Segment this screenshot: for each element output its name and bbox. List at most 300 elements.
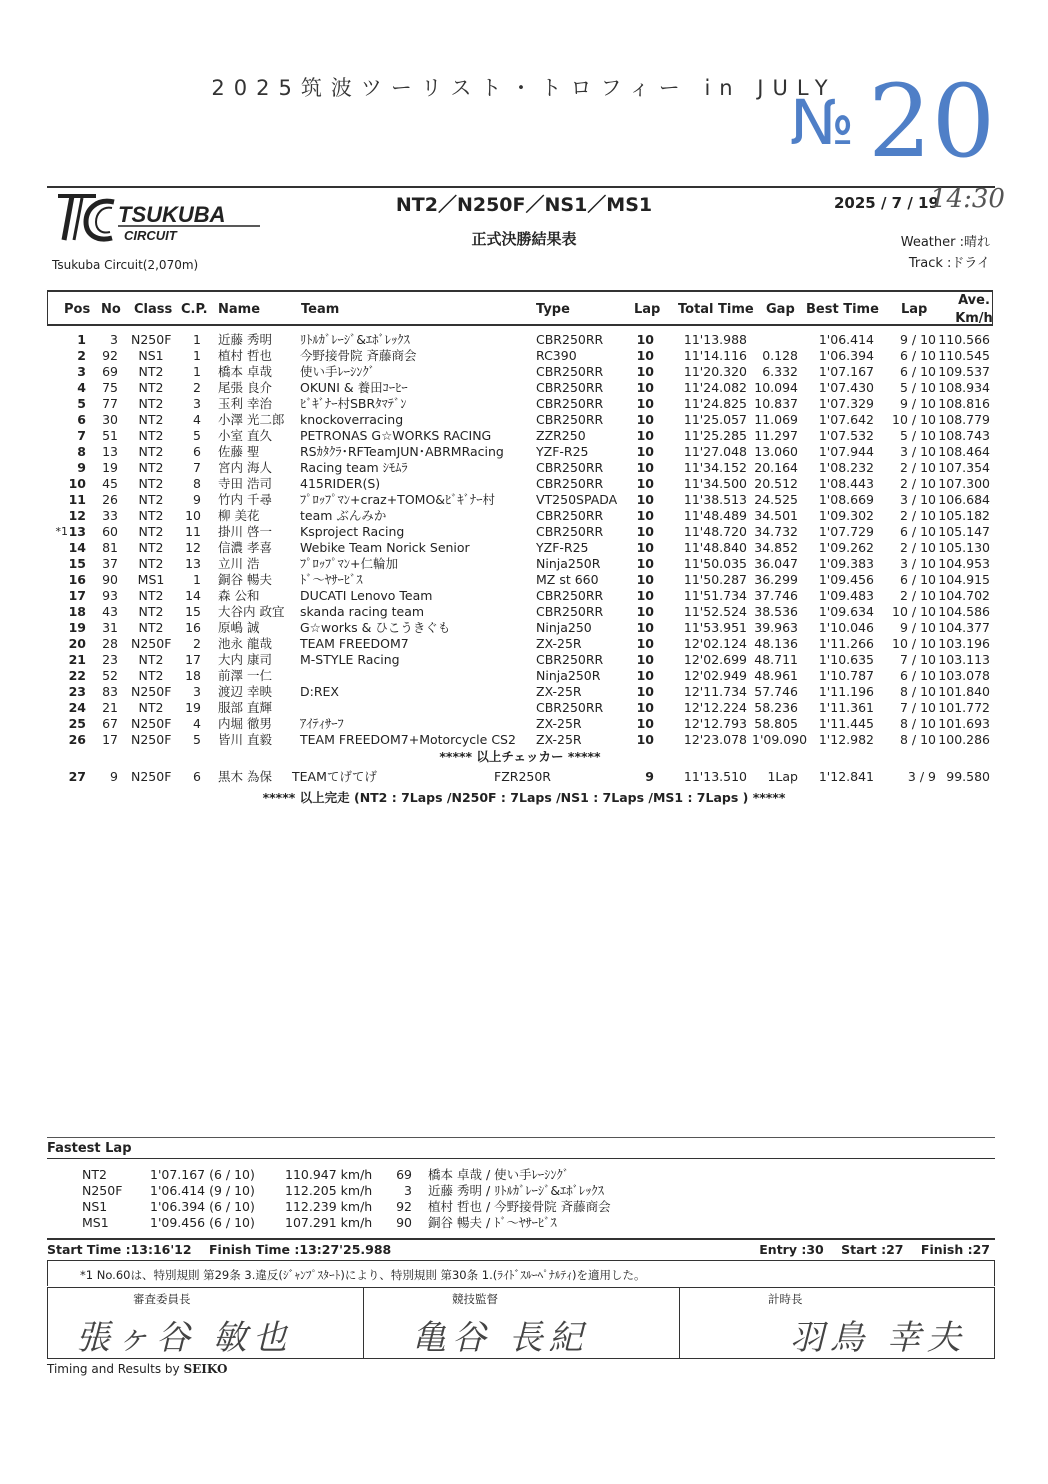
- row-best-time: 1'07.167: [818, 364, 874, 379]
- row-pos: 7: [77, 428, 86, 443]
- row-gap: 48.961: [754, 668, 798, 683]
- row-ave-speed: 108.934: [938, 380, 990, 395]
- row-total-time: 12'02.699: [683, 652, 747, 667]
- row-name: 渡辺 幸映: [218, 684, 272, 699]
- row-lap: 10: [636, 492, 654, 507]
- handwritten-signature: 張ヶ谷 敏也: [76, 1318, 293, 1358]
- entry-stats: [759, 1242, 990, 1257]
- row-ave-speed: 101.772: [938, 700, 990, 715]
- weather: Weather :晴れ: [900, 235, 990, 250]
- row-pos: 6: [77, 412, 86, 427]
- row-total-time: 11'34.500: [683, 476, 747, 491]
- row-no: 83: [102, 684, 118, 699]
- row-cp: 3: [193, 396, 201, 411]
- fastest-lap-title: Fastest Lap: [47, 1141, 132, 1156]
- table-row: [0, 492, 1048, 508]
- row-team: TEAM FREEDOM7: [300, 636, 409, 651]
- row-lap: 10: [636, 572, 654, 587]
- stamp-number: 20: [868, 63, 996, 180]
- row-class: N250F: [131, 684, 172, 699]
- row-team: D:REX: [300, 684, 339, 699]
- header-pos: Pos: [64, 302, 91, 317]
- row-type: CBR250RR: [536, 700, 604, 715]
- row-team: 今野接骨院 斉藤商会: [300, 348, 417, 363]
- row-lap: 10: [636, 364, 654, 379]
- row-name: 竹内 千尋: [218, 492, 272, 507]
- fl-rider: 近藤 秀明 / ﾘﾄﾙｶﾞﾚｰｼﾞ&ｴﾎﾞﾚｯｸｽ: [428, 1183, 604, 1198]
- row-team: ﾋﾞｷﾞﾅｰ村SBRﾀﾏﾃﾞﾝ: [300, 396, 407, 411]
- row-pos: 14: [68, 540, 86, 555]
- row-pos: 23: [68, 684, 86, 699]
- signature-label: 競技監督: [452, 1292, 498, 1306]
- row-total-time: 11'51.734: [683, 588, 747, 603]
- row-cp: 8: [193, 476, 201, 491]
- row-team: 使い手ﾚｰｼﾝｸﾞ: [300, 364, 376, 379]
- fl-no: 69: [396, 1167, 412, 1182]
- row-best-time: 1'07.430: [818, 380, 874, 395]
- table-row: [0, 332, 1048, 348]
- row-cp: 19: [185, 700, 201, 715]
- header-ave-unit: Km/h: [955, 311, 993, 326]
- row-lap: 10: [636, 700, 654, 715]
- start-count: Start :27: [841, 1242, 904, 1257]
- circuit-name: Tsukuba Circuit(2,070m): [52, 258, 199, 272]
- row-type: RC390: [536, 348, 577, 363]
- header-team: Team: [301, 302, 340, 317]
- row-lap: 10: [636, 508, 654, 523]
- table-row: [0, 348, 1048, 364]
- row-name: 皆川 直毅: [218, 732, 272, 747]
- row-team: Racing team ｼﾓﾑﾗ: [300, 460, 408, 475]
- row-type: CBR250RR: [536, 524, 604, 539]
- row-ave-speed: 105.182: [938, 508, 990, 523]
- row-lap: 10: [636, 428, 654, 443]
- row-class: N250F: [131, 636, 172, 651]
- row-ave-speed: 105.130: [938, 540, 990, 555]
- row-no: 23: [102, 652, 118, 667]
- row-lap: 10: [636, 716, 654, 731]
- row-pos: 10: [68, 476, 86, 491]
- row-class: NT2: [138, 700, 164, 715]
- row-cp: 11: [185, 524, 201, 539]
- row-total-time: 11'48.840: [683, 540, 747, 555]
- row-pos: 9: [77, 460, 86, 475]
- row-lap: 10: [636, 556, 654, 571]
- row-cp: 15: [185, 604, 201, 619]
- track-condition: Track :ドライ: [908, 256, 990, 271]
- row-no: 19: [102, 460, 118, 475]
- row-best-lap: 7 / 10: [899, 700, 936, 715]
- row-ave-speed: 108.816: [938, 396, 990, 411]
- row-name: 小室 直久: [218, 428, 272, 443]
- row-team: PETRONAS G☆WORKS RACING: [300, 428, 492, 443]
- row-cp: 1: [193, 572, 201, 587]
- table-row: [0, 412, 1048, 428]
- row-best-time: 1'12.982: [818, 732, 874, 747]
- row-best-lap: 8 / 10: [899, 684, 936, 699]
- row-ave-speed: 104.702: [938, 588, 990, 603]
- table-row: [0, 716, 1048, 732]
- signature-steward: [48, 1288, 364, 1358]
- row-no: 67: [102, 716, 118, 731]
- row-total-time: 11'13.988: [683, 332, 747, 347]
- table-row: [0, 572, 1048, 588]
- row-team: TEAM FREEDOM7+Motorcycle CS2: [300, 732, 516, 747]
- row-class: NT2: [138, 460, 164, 475]
- header-lap: Lap: [634, 302, 661, 317]
- row-ave-speed: 106.684: [938, 492, 990, 507]
- row-name: 近藤 秀明: [218, 332, 272, 347]
- row-best-lap: 7 / 10: [899, 652, 936, 667]
- row-type: Ninja250R: [536, 668, 601, 683]
- row-pos: 8: [77, 444, 86, 459]
- fl-no: 90: [396, 1215, 412, 1230]
- row-no: 33: [102, 508, 118, 523]
- row-team: skanda racing team: [300, 604, 425, 619]
- row-type: CBR250RR: [536, 604, 604, 619]
- table-row: [0, 428, 1048, 444]
- fastest-lap-row: [0, 1199, 1048, 1215]
- row-total-time: 12'12.224: [683, 700, 747, 715]
- row-ave-speed: 103.113: [938, 652, 990, 667]
- row-cp: 6: [193, 769, 201, 784]
- row-gap: 20.512: [754, 476, 798, 491]
- row-pos: 2: [77, 348, 86, 363]
- fl-rider: 銅谷 暢夫 / ﾄﾞ～ﾔｻｰﾋﾞｽ: [428, 1215, 557, 1230]
- row-name: 佐藤 聖: [218, 444, 260, 459]
- row-gap: 57.746: [754, 684, 798, 699]
- row-type: Ninja250: [536, 620, 592, 635]
- row-total-time: 11'38.513: [683, 492, 747, 507]
- row-gap: 20.164: [754, 460, 798, 475]
- row-total-time: 12'02.949: [683, 668, 747, 683]
- row-team: ﾌﾟﾛｯﾌﾟﾏﾝ+仁輪加: [300, 556, 398, 571]
- row-no: 17: [102, 732, 118, 747]
- results-table-header: [47, 290, 993, 326]
- row-name: 服部 直輝: [218, 700, 272, 715]
- row-class: NT2: [138, 380, 164, 395]
- row-total-time: 11'34.152: [683, 460, 747, 475]
- row-no: 45: [102, 476, 118, 491]
- fl-rider: 橋本 卓哉 / 使い手ﾚｰｼﾝｸﾞ: [428, 1167, 570, 1182]
- header-gap: Gap: [766, 302, 795, 317]
- table-row-classified-27: [0, 769, 1048, 785]
- race-date: 2025 / 7 / 19: [834, 194, 939, 212]
- header-ave: Ave.: [958, 293, 990, 308]
- row-best-lap: 2 / 10: [899, 588, 936, 603]
- row-total-time: 11'25.285: [683, 428, 747, 443]
- header-best-lap: Lap: [901, 302, 928, 317]
- row-best-time: 1'07.729: [818, 524, 874, 539]
- row-class: NT2: [138, 444, 164, 459]
- row-pos: 16: [68, 572, 86, 587]
- table-row: [0, 540, 1048, 556]
- row-class: NT2: [138, 668, 164, 683]
- row-best-lap: 6 / 10: [899, 572, 936, 587]
- row-class: N250F: [131, 732, 172, 747]
- row-best-time: 1'07.532: [818, 428, 874, 443]
- row-gap: 6.332: [762, 364, 798, 379]
- row-lap: 10: [636, 652, 654, 667]
- row-best-lap: 10 / 10: [892, 412, 936, 427]
- row-ave-speed: 104.915: [938, 572, 990, 587]
- row-type: MZ st 660: [536, 572, 599, 587]
- row-gap: 1'09.090: [752, 732, 808, 747]
- row-type: YZF-R25: [536, 540, 589, 555]
- table-row: [0, 364, 1048, 380]
- row-name: 大谷内 政宜: [218, 604, 285, 619]
- row-no: 21: [102, 700, 118, 715]
- row-lap: 9: [645, 769, 654, 784]
- row-name: 尾張 良介: [218, 380, 272, 395]
- stamp-no-symbol: №: [790, 86, 855, 159]
- row-note: *1: [55, 525, 68, 538]
- row-pos: 11: [68, 492, 86, 507]
- table-row: [0, 636, 1048, 652]
- fl-time: 1'09.456 (6 / 10): [150, 1215, 255, 1230]
- signature-label: 審査委員長: [133, 1292, 191, 1306]
- row-best-lap: 9 / 10: [899, 396, 936, 411]
- row-team: ﾄﾞ～ﾔｻｰﾋﾞｽ: [300, 572, 363, 587]
- row-no: 51: [102, 428, 118, 443]
- row-total-time: 12'23.078: [683, 732, 747, 747]
- checker-line: ***** 以上チェッカー *****: [439, 749, 601, 764]
- row-type: CBR250RR: [536, 412, 604, 427]
- table-row: [0, 396, 1048, 412]
- row-class: N250F: [131, 716, 172, 731]
- row-total-time: 11'14.116: [683, 348, 747, 363]
- row-type: VT250SPADA: [536, 492, 618, 507]
- row-best-lap: 3 / 10: [899, 492, 936, 507]
- row-class: NT2: [138, 476, 164, 491]
- row-best-time: 1'11.266: [818, 636, 874, 651]
- row-no: 77: [102, 396, 118, 411]
- table-row: [0, 556, 1048, 572]
- row-type: ZX-25R: [536, 716, 582, 731]
- row-name: 池永 龍哉: [218, 636, 272, 651]
- row-best-time: 1'08.669: [818, 492, 874, 507]
- fastest-lap-row: [0, 1167, 1048, 1183]
- row-name: 宮内 海人: [218, 460, 272, 475]
- row-best-lap: 2 / 10: [899, 540, 936, 555]
- row-best-lap: 5 / 10: [899, 380, 936, 395]
- row-best-lap: 6 / 10: [899, 668, 936, 683]
- row-best-time: 1'12.841: [818, 769, 874, 784]
- row-best-time: 1'11.196: [818, 684, 874, 699]
- row-ave-speed: 107.300: [938, 476, 990, 491]
- row-best-lap: 9 / 10: [899, 620, 936, 635]
- table-row: [0, 732, 1048, 748]
- fl-class: MS1: [82, 1215, 109, 1230]
- logo-sub: CIRCUIT: [124, 228, 177, 243]
- row-pos: 24: [68, 700, 86, 715]
- row-total-time: 11'52.524: [683, 604, 747, 619]
- row-lap: 10: [636, 732, 654, 747]
- row-name: 原嶋 誠: [218, 620, 260, 635]
- row-no: 92: [102, 348, 118, 363]
- row-gap: 48.711: [754, 652, 798, 667]
- row-no: 81: [102, 540, 118, 555]
- race-classes: NT2／N250F／NS1／MS1: [395, 194, 653, 216]
- fastest-lap-rule: [47, 1158, 995, 1159]
- row-ave-speed: 104.953: [938, 556, 990, 571]
- start-finish-times: [47, 1242, 391, 1257]
- fl-class: N250F: [82, 1183, 123, 1198]
- table-row: [0, 476, 1048, 492]
- row-name: 小澤 光二郎: [218, 412, 285, 427]
- row-cp: 1: [193, 348, 201, 363]
- row-name: 掛川 啓一: [218, 524, 272, 539]
- footer-prefix: Timing and Results by: [47, 1362, 180, 1376]
- document-subtitle: 正式決勝結果表: [471, 230, 577, 248]
- row-lap: 10: [636, 332, 654, 347]
- row-total-time: 11'25.057: [683, 412, 747, 427]
- row-no: 28: [102, 636, 118, 651]
- row-class: NT2: [138, 492, 164, 507]
- finish-time: Finish Time :13:27'25.988: [209, 1242, 392, 1257]
- row-class: NT2: [138, 620, 164, 635]
- row-ave-speed: 101.840: [938, 684, 990, 699]
- row-class: NS1: [138, 348, 164, 363]
- row-total-time: 11'48.720: [683, 524, 747, 539]
- row-no: 3: [110, 332, 118, 347]
- row-lap: 10: [636, 604, 654, 619]
- row-name: 橋本 卓哉: [218, 364, 272, 379]
- fl-rider: 植村 哲也 / 今野接骨院 斉藤商会: [428, 1199, 611, 1214]
- signature-label: 計時長: [768, 1292, 803, 1306]
- row-team: ﾌﾟﾛｯﾌﾟﾏﾝ+craz+TOMO&ﾋﾞｷﾞﾅｰ村: [300, 492, 496, 507]
- row-name: 柳 美花: [218, 508, 260, 523]
- row-team: ｱｲﾃｨｻｰﾌ: [300, 716, 344, 731]
- row-no: 37: [102, 556, 118, 571]
- row-best-time: 1'10.787: [818, 668, 874, 683]
- row-lap: 10: [636, 524, 654, 539]
- row-gap: 58.236: [754, 700, 798, 715]
- row-lap: 10: [636, 396, 654, 411]
- row-ave-speed: 104.377: [938, 620, 990, 635]
- row-cp: 10: [185, 508, 201, 523]
- row-cp: 18: [185, 668, 201, 683]
- row-ave-speed: 100.286: [938, 732, 990, 747]
- row-ave-speed: 109.537: [938, 364, 990, 379]
- row-total-time: 12'11.734: [683, 684, 747, 699]
- row-best-time: 1'06.394: [818, 348, 874, 363]
- table-row: [0, 460, 1048, 476]
- fastest-lap-top-rule: [47, 1137, 995, 1138]
- row-no: 75: [102, 380, 118, 395]
- row-type: ZX-25R: [536, 684, 582, 699]
- row-team: team ぶんみか: [300, 508, 387, 523]
- row-gap: 34.501: [754, 508, 798, 523]
- table-row: [0, 508, 1048, 524]
- entry-count: Entry :30: [759, 1242, 824, 1257]
- row-ave-speed: 99.580: [946, 769, 990, 784]
- fl-class: NS1: [82, 1199, 108, 1214]
- row-no: 60: [102, 524, 118, 539]
- row-pos: 15: [68, 556, 86, 571]
- row-lap: 10: [636, 348, 654, 363]
- row-ave-speed: 101.693: [938, 716, 990, 731]
- row-cp: 3: [193, 684, 201, 699]
- row-lap: 10: [636, 444, 654, 459]
- row-gap: 38.536: [754, 604, 798, 619]
- row-team: G☆works & ひこうきぐも: [300, 620, 451, 635]
- row-type: CBR250RR: [536, 364, 604, 379]
- row-name: 玉利 幸治: [218, 396, 272, 411]
- row-pos: 22: [68, 668, 86, 683]
- row-team: DUCATI Lenovo Team: [300, 588, 433, 603]
- fl-class: NT2: [82, 1167, 107, 1182]
- row-type: CBR250RR: [536, 460, 604, 475]
- row-ave-speed: 105.147: [938, 524, 990, 539]
- row-pos: 12: [68, 508, 86, 523]
- row-ave-speed: 108.743: [938, 428, 990, 443]
- row-best-time: 1'11.445: [818, 716, 874, 731]
- row-total-time: 11'50.287: [683, 572, 747, 587]
- row-no: 9: [110, 769, 118, 784]
- row-total-time: 11'13.510: [683, 769, 747, 784]
- row-cp: 14: [185, 588, 201, 603]
- row-best-time: 1'09.383: [818, 556, 874, 571]
- row-best-lap: 6 / 10: [899, 364, 936, 379]
- row-total-time: 11'50.035: [683, 556, 747, 571]
- row-pos: 26: [68, 732, 86, 747]
- row-gap: 34.732: [754, 524, 798, 539]
- row-class: MS1: [137, 572, 165, 587]
- row-type: FZR250R: [494, 769, 551, 784]
- row-lap: 10: [636, 412, 654, 427]
- table-row: [0, 380, 1048, 396]
- header-name: Name: [218, 302, 261, 317]
- row-class: NT2: [138, 652, 164, 667]
- signature-timekeeper: [680, 1288, 994, 1358]
- row-class: NT2: [138, 412, 164, 427]
- row-best-time: 1'08.443: [818, 476, 874, 491]
- row-lap: 10: [636, 380, 654, 395]
- row-cp: 5: [193, 732, 201, 747]
- row-type: Ninja250R: [536, 556, 601, 571]
- row-team: knockoverracing: [300, 412, 404, 427]
- row-best-lap: 2 / 10: [899, 460, 936, 475]
- row-class: NT2: [138, 588, 164, 603]
- row-lap: 10: [636, 620, 654, 635]
- fl-speed: 112.239 km/h: [285, 1199, 373, 1214]
- row-total-time: 11'20.320: [683, 364, 747, 379]
- row-best-lap: 2 / 10: [899, 508, 936, 523]
- row-gap: 48.136: [754, 636, 798, 651]
- row-pos: 20: [68, 636, 86, 651]
- footer: [47, 1362, 227, 1376]
- row-type: ZX-25R: [536, 636, 582, 651]
- table-row: [0, 668, 1048, 684]
- row-best-lap: 3 / 9: [907, 769, 936, 784]
- row-team: Ksproject Racing: [300, 524, 405, 539]
- start-time: Start Time :13:16'12: [47, 1242, 192, 1257]
- row-best-lap: 2 / 10: [899, 476, 936, 491]
- row-class: N250F: [131, 769, 172, 784]
- row-cp: 6: [193, 444, 201, 459]
- tsukuba-circuit-logo: [52, 192, 272, 244]
- row-ave-speed: 108.464: [938, 444, 990, 459]
- fl-no: 3: [404, 1183, 412, 1198]
- row-best-time: 1'08.232: [818, 460, 874, 475]
- fl-time: 1'06.394 (6 / 10): [150, 1199, 255, 1214]
- row-name: 前澤 一仁: [218, 668, 272, 683]
- fl-speed: 112.205 km/h: [285, 1183, 373, 1198]
- table-row: [0, 620, 1048, 636]
- row-no: 90: [102, 572, 118, 587]
- row-lap: 10: [636, 476, 654, 491]
